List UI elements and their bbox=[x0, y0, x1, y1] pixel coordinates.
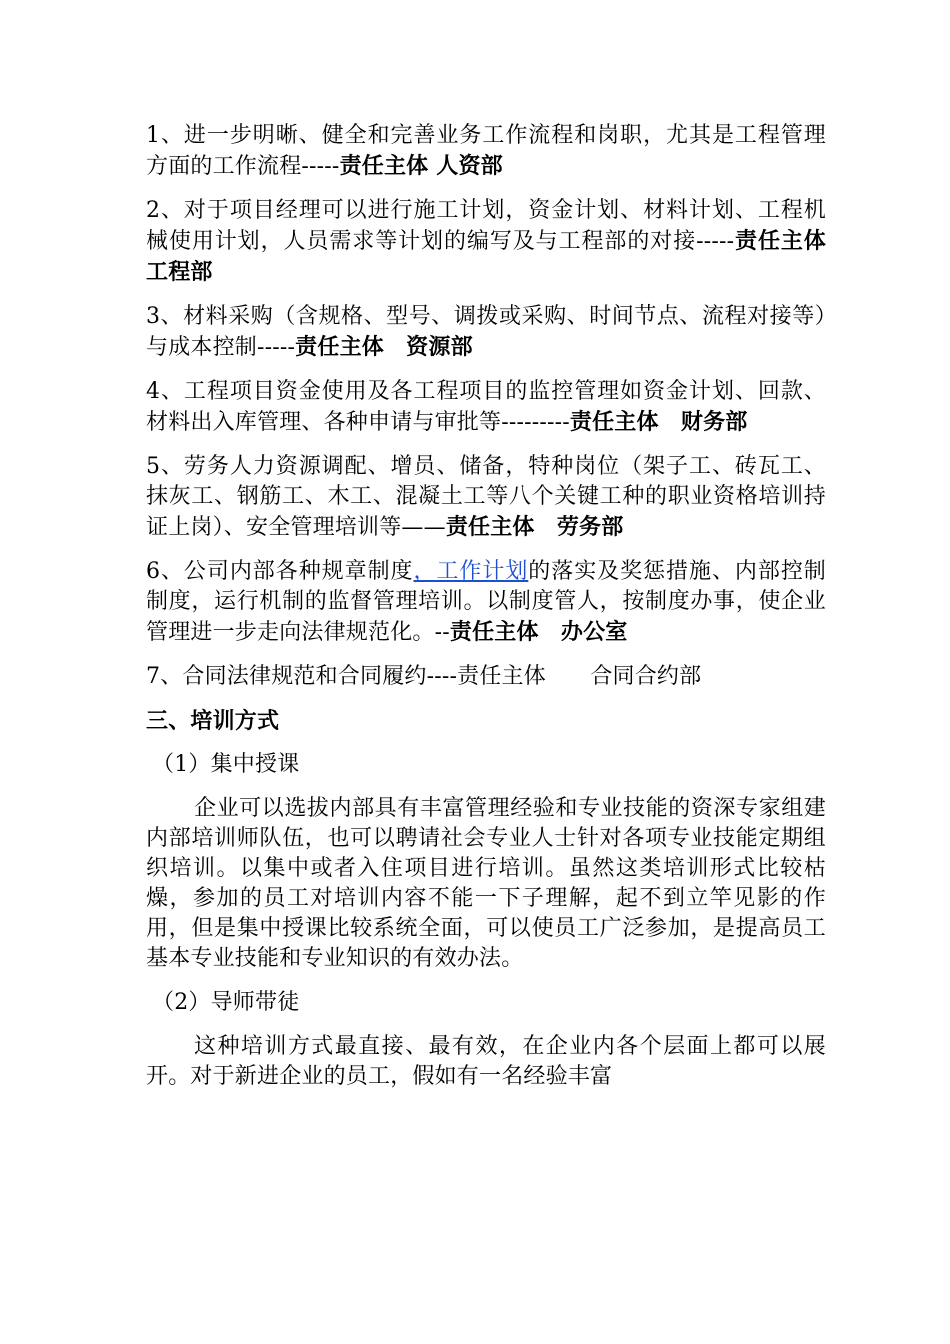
item-owner: 责任主体 人资部 bbox=[339, 153, 503, 179]
item-text: 1、进一步明晰、健全和完善业务工作流程和岗职，尤其是工程管理方面的工作流程----- bbox=[146, 123, 826, 179]
body-paragraph: 企业可以选拔内部具有丰富管理经验和专业技能的资深专家组建内部培训师队伍，也可以聘请社会专业人士针对各项专业技能定期组织培训。以集中或者入住项目进行培训。虽然这类培训形式比较枯燥，参加的员工对培训内容不能一下子理解，起不到立竿见影的作用，但是集中授课比较系统全面，可以使员工广泛参加，是提高员工基本专业技能和专业知识的有效办法。 bbox=[146, 796, 826, 971]
list-item bbox=[146, 196, 849, 288]
document-body bbox=[146, 121, 849, 1106]
item-owner: 责任主体 办公室 bbox=[449, 619, 628, 645]
list-item bbox=[146, 377, 826, 438]
item-owner: 责任主体 工程部 bbox=[146, 228, 849, 285]
body-paragraph: 这种培训方式最直接、最有效，在企业内各个层面上都可以展开。对于新进企业的员工，假如有一名经验丰富 bbox=[146, 1034, 826, 1089]
item-owner: 责任主体 财务部 bbox=[569, 409, 748, 435]
item-text: 4、工程项目资金使用及各工程项目的监控管理如资金计划、回款、材料出入库管理、各种申请与审批等--------- bbox=[146, 379, 826, 435]
item-text: 3、材料采购（含规格、型号、调拨或采购、时间节点、流程对接等）与成本控制----- bbox=[146, 304, 826, 360]
item-text-continued: 的落实及奖惩措施、内部控制制度，运行机制的监督管理培训。以制度管人，按制度办事，使企业管理进一步走向法律规范化。-- bbox=[146, 559, 826, 645]
list-item bbox=[146, 121, 826, 182]
list-item: 7、合同法律规范和合同履约----责任主体 合同合约部 bbox=[146, 664, 702, 689]
item-text: 5、劳务人力资源调配、增员、储备，特种岗位（架子工、砖瓦工、抹灰工、钢筋工、木工、混凝土工等八个关键工种的职业资格培训持证上岗）、安全管理培训等—— bbox=[146, 454, 826, 540]
list-item bbox=[146, 452, 826, 543]
subheading-mentorship: （2）导师带徒 bbox=[152, 990, 300, 1015]
list-item bbox=[146, 302, 826, 363]
item-text: 6、公司内部各种规章制度 bbox=[146, 559, 414, 584]
item-text: 2、对于项目经理可以进行施工计划，资金计划、材料计划、工程机械使用计划，人员需求等计划的编写及与工程部的对接----- bbox=[146, 198, 826, 254]
subheading-centralized-teaching: （1）集中授课 bbox=[152, 752, 300, 777]
list-item bbox=[146, 557, 826, 648]
section-heading: 三、培训方式 bbox=[146, 708, 280, 734]
work-plan-link[interactable]: ，工作计划 bbox=[413, 559, 529, 584]
item-owner: 责任主体 劳务部 bbox=[445, 514, 624, 540]
item-owner: 责任主体 资源部 bbox=[295, 334, 473, 360]
